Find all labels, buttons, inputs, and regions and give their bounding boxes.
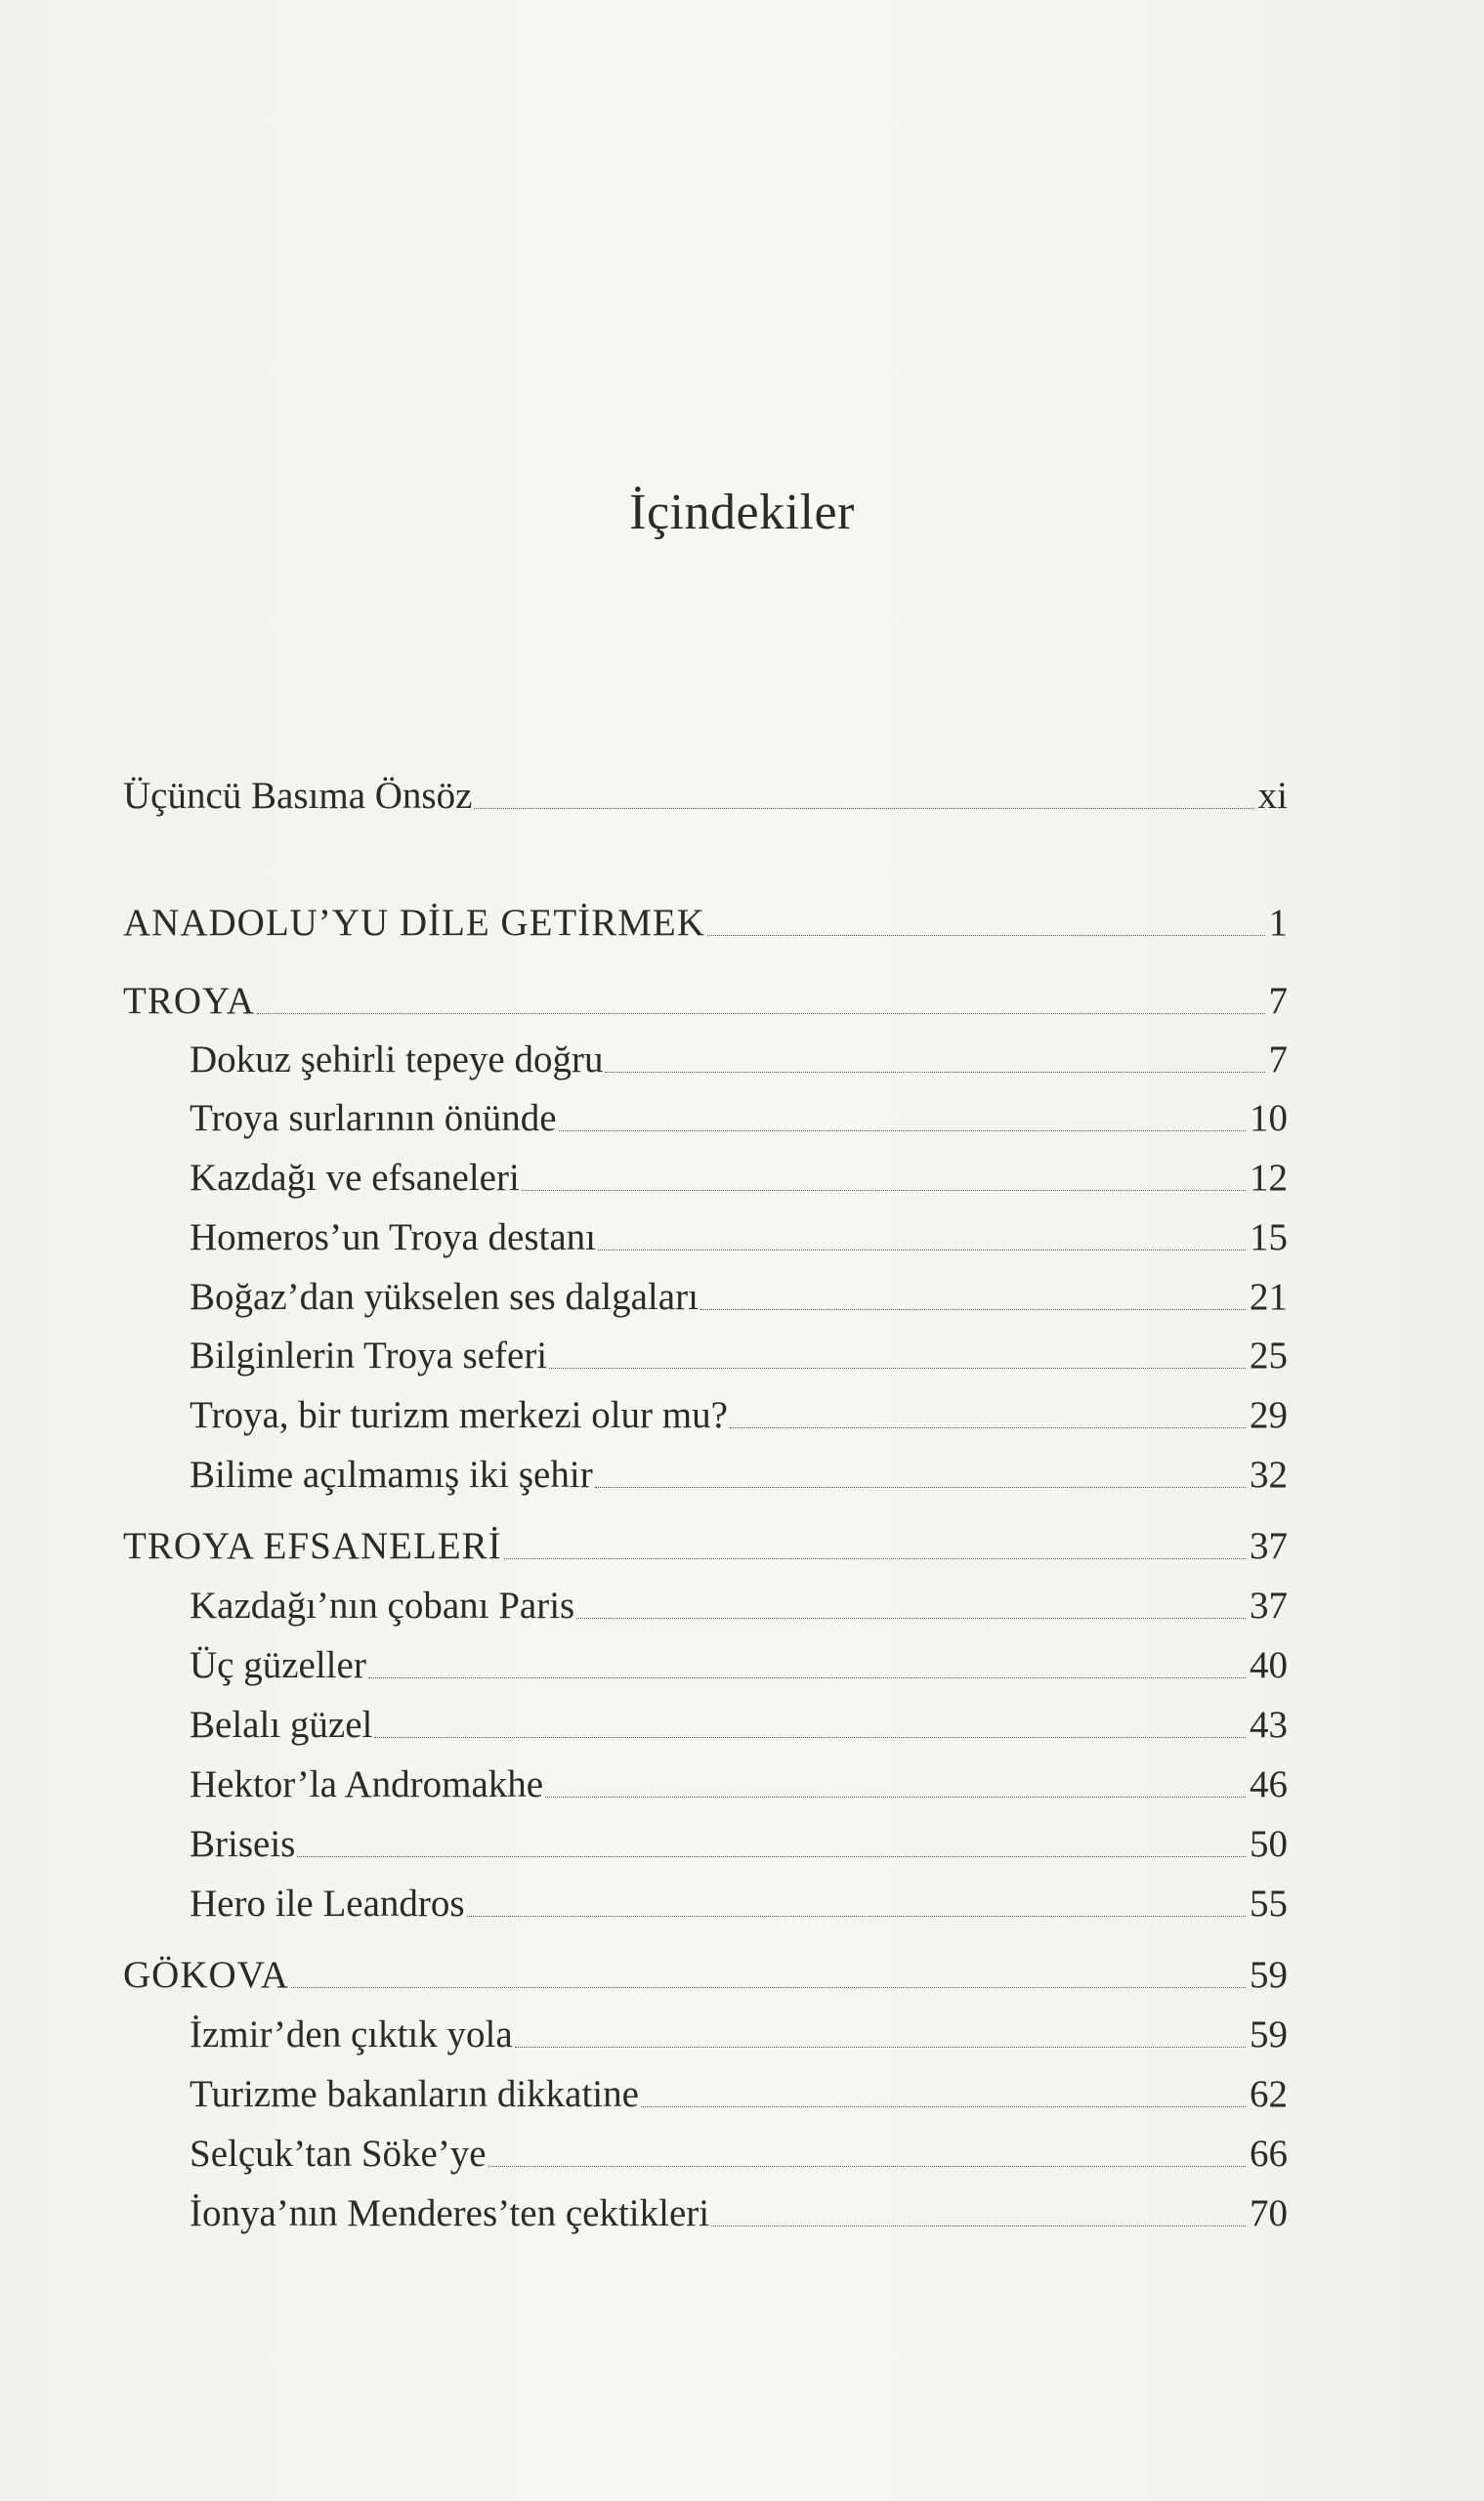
- toc-entry-label: TROYA: [123, 980, 256, 1022]
- dot-leader: [374, 1736, 1246, 1738]
- toc-entry-section: [190, 2130, 1288, 2179]
- dot-leader: [700, 1308, 1246, 1310]
- dot-leader: [368, 1676, 1246, 1678]
- dot-leader: [559, 1129, 1246, 1131]
- toc-entry-label: Briseis: [190, 1823, 296, 1865]
- dot-leader: [297, 1855, 1246, 1857]
- toc-entry-label: Bilginlerin Troya seferi: [190, 1335, 548, 1377]
- dot-leader: [605, 1071, 1264, 1073]
- dot-leader: [595, 1486, 1246, 1488]
- toc-entry-page: 32: [1250, 1454, 1288, 1496]
- toc-entry-label: Boğaz’dan yükselen ses dalgaları: [190, 1276, 699, 1318]
- toc-entry-section: [190, 1154, 1288, 1203]
- toc-entry-chapter: [123, 1951, 1288, 2000]
- page-title: İçindekiler: [629, 485, 855, 540]
- toc-entry-section: [190, 1880, 1288, 1929]
- toc-entry-section: [190, 1820, 1288, 1869]
- dot-leader: [545, 1796, 1246, 1798]
- toc-entry-chapter: [123, 977, 1288, 1026]
- toc-entry-label: Troya surlarının önünde: [190, 1097, 557, 1139]
- toc-entry-page: 59: [1250, 1954, 1288, 1996]
- dot-leader: [504, 1557, 1246, 1559]
- dot-leader: [467, 1915, 1246, 1917]
- dot-leader: [576, 1617, 1246, 1619]
- toc-entry-page: 25: [1250, 1335, 1288, 1377]
- toc-entry-label: Üçüncü Basıma Önsöz: [123, 775, 473, 817]
- toc-entry-page: xi: [1257, 775, 1288, 817]
- toc-entry-page: 1: [1268, 902, 1288, 944]
- toc-entry-label: Kazdağı ve efsaneleri: [190, 1157, 520, 1199]
- dot-leader: [730, 1426, 1246, 1428]
- toc-entry-page: 40: [1250, 1644, 1288, 1686]
- toc-entry-chapter: [123, 1522, 1288, 1571]
- toc-entry-section: [190, 1451, 1288, 1500]
- toc-entry-page: 21: [1250, 1276, 1288, 1318]
- dot-leader: [522, 1189, 1246, 1191]
- toc-entry-section: [190, 2189, 1288, 2238]
- toc-entry-label: ANADOLU’YU DİLE GETİRMEK: [123, 902, 705, 944]
- toc-entry-section: [190, 1332, 1288, 1380]
- dot-leader: [641, 2105, 1246, 2107]
- toc-entry-label: Troya, bir turizm merkezi olur mu?: [190, 1394, 728, 1436]
- toc-entry-page: 59: [1250, 2014, 1288, 2056]
- toc-entry-section: [190, 1273, 1288, 1322]
- toc-entry-page: 7: [1268, 980, 1288, 1022]
- toc-entry-page: 70: [1250, 2192, 1288, 2234]
- toc-entry-page: 37: [1250, 1585, 1288, 1627]
- toc-entry-label: İonya’nın Menderes’ten çektikleri: [190, 2192, 710, 2234]
- dot-leader: [598, 1249, 1246, 1250]
- toc-entry-section: [190, 1760, 1288, 1809]
- toc-entry-label: Üç güzeller: [190, 1644, 366, 1686]
- toc-entry-label: Bilime açılmamış iki şehir: [190, 1454, 593, 1496]
- toc-entry-label: Dokuz şehirli tepeye doğru: [190, 1039, 604, 1081]
- dot-leader: [711, 2225, 1246, 2226]
- toc-entry-page: 15: [1250, 1216, 1288, 1258]
- dot-leader: [707, 934, 1265, 936]
- toc-entry-page: 43: [1250, 1704, 1288, 1746]
- toc-entry-label: Hero ile Leandros: [190, 1883, 465, 1925]
- toc-entry-section: [190, 1701, 1288, 1750]
- toc-entry-section: [190, 1036, 1288, 1084]
- toc-entry-page: 10: [1250, 1097, 1288, 1139]
- toc-entry-preface: [123, 772, 1288, 821]
- dot-leader: [257, 1012, 1264, 1014]
- toc-entry-section: [190, 1094, 1288, 1143]
- toc-entry-section: [190, 1391, 1288, 1440]
- toc-entry-label: TROYA EFSANELERİ: [123, 1525, 502, 1567]
- dot-leader: [291, 1986, 1246, 1988]
- dot-leader: [474, 807, 1253, 809]
- toc-entry-section: [190, 2070, 1288, 2119]
- dot-leader: [515, 2046, 1246, 2048]
- toc-entry-page: 62: [1250, 2073, 1288, 2115]
- toc-entry-page: 50: [1250, 1823, 1288, 1865]
- toc-entry-label: Kazdağı’nın çobanı Paris: [190, 1585, 575, 1627]
- dot-leader: [488, 2165, 1246, 2167]
- toc-entry-page: 66: [1250, 2133, 1288, 2175]
- toc-entry-page: 29: [1250, 1394, 1288, 1436]
- toc-entry-label: Hektor’la Andromakhe: [190, 1763, 544, 1805]
- toc-entry-label: Belalı güzel: [190, 1704, 373, 1746]
- dot-leader: [549, 1367, 1246, 1369]
- toc-entry-page: 7: [1268, 1039, 1288, 1081]
- toc-entry-section: [190, 1213, 1288, 1262]
- toc-entry-page: 37: [1250, 1525, 1288, 1567]
- toc-entry-page: 12: [1250, 1157, 1288, 1199]
- toc-entry-page: 55: [1250, 1883, 1288, 1925]
- toc-entry-page: 46: [1250, 1763, 1288, 1805]
- toc-entry-label: GÖKOVA: [123, 1954, 289, 1996]
- toc-entry-section: [190, 2011, 1288, 2059]
- toc-entry-section: [190, 1641, 1288, 1690]
- toc-entry-label: Selçuk’tan Söke’ye: [190, 2133, 487, 2175]
- toc-entry-label: Homeros’un Troya destanı: [190, 1216, 596, 1258]
- toc-entry-section: [190, 1582, 1288, 1631]
- toc-entry-label: Turizme bakanların dikkatine: [190, 2073, 639, 2115]
- toc-entry-chapter: [123, 899, 1288, 948]
- toc-entry-label: İzmir’den çıktık yola: [190, 2014, 513, 2056]
